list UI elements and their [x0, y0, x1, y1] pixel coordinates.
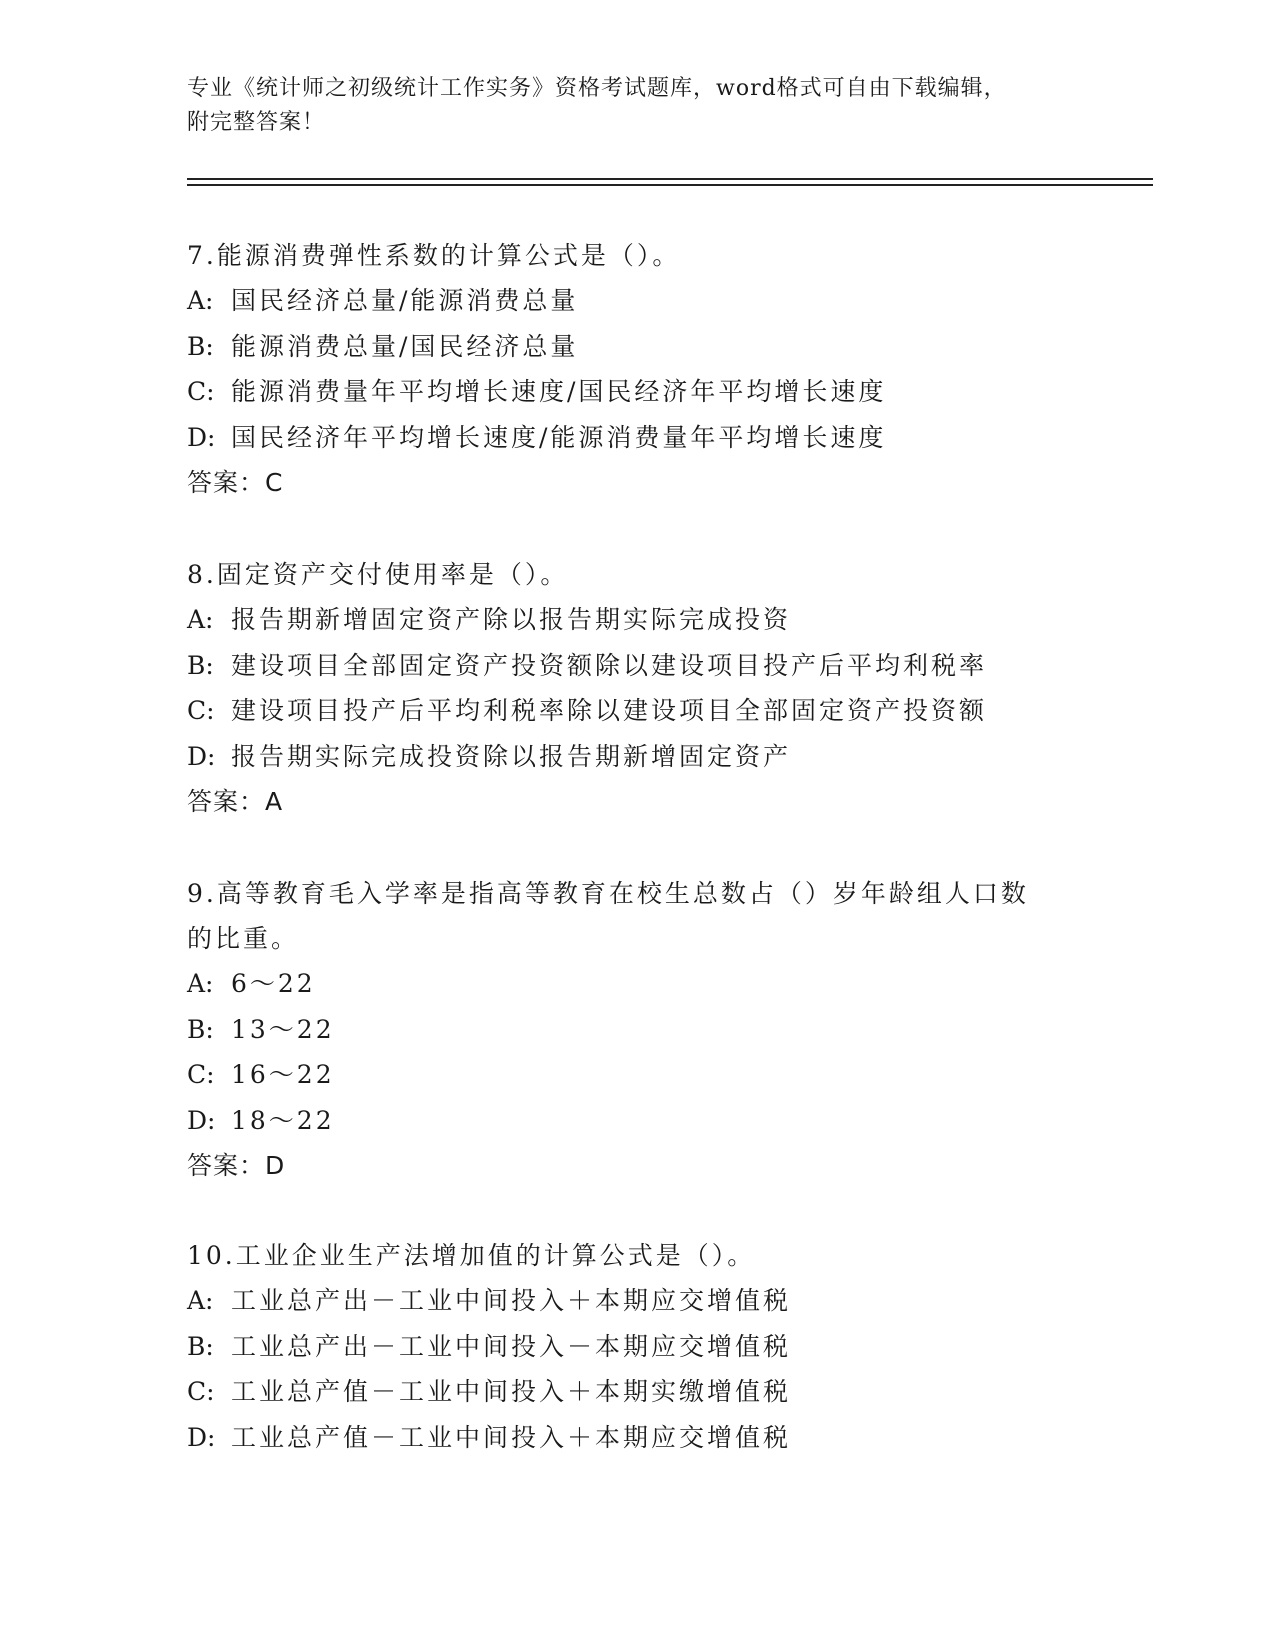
header-line-1: 专业《统计师之初级统计工作实务》资格考试题库，word格式可自由下载编辑， — [187, 76, 1007, 101]
question-8 — [187, 552, 1087, 824]
option-b — [187, 324, 1087, 370]
option-text: 工业总产值－工业中间投入＋本期应交增值税 — [231, 1422, 792, 1452]
option-key: D: — [187, 1422, 216, 1452]
option-key: C: — [187, 696, 215, 725]
option-text: 报告期新增固定资产除以报告期实际完成投资 — [231, 605, 792, 634]
option-text: 工业总产出－工业中间投入＋本期应交增值税 — [231, 1286, 792, 1315]
option-c — [187, 369, 1087, 415]
option-text: 工业总产出－工业中间投入－本期应交增值税 — [231, 1331, 792, 1361]
option-d — [187, 1415, 1087, 1461]
option-text: 建设项目全部固定资产投资额除以建设项目投产后平均利税率 — [231, 650, 988, 680]
option-key: A: — [187, 286, 214, 315]
option-text: 国民经济总量/能源消费总量 — [231, 286, 579, 315]
option-text: 13～22 — [231, 1014, 335, 1044]
option-text: 建设项目投产后平均利税率除以建设项目全部固定资产投资额 — [231, 696, 988, 725]
option-d — [187, 734, 1087, 780]
option-text: 工业总产值－工业中间投入＋本期实缴增值税 — [231, 1377, 792, 1406]
question-stem: 8.固定资产交付使用率是（）。 — [187, 560, 569, 589]
option-a — [187, 961, 1087, 1007]
header-divider-bottom — [187, 184, 1153, 186]
option-c — [187, 688, 1087, 734]
question-10 — [187, 1233, 1087, 1460]
option-key: D: — [187, 1105, 216, 1135]
option-c — [187, 1369, 1087, 1415]
option-text: 报告期实际完成投资除以报告期新增固定资产 — [231, 741, 792, 771]
option-d — [187, 415, 1087, 461]
question-7 — [187, 233, 1087, 505]
option-key: A: — [187, 605, 214, 634]
option-b — [187, 1007, 1087, 1053]
option-text: 6～22 — [231, 969, 316, 998]
option-text: 国民经济年平均增长速度/能源消费量年平均增长速度 — [231, 422, 887, 452]
option-key: D: — [187, 422, 216, 452]
option-b — [187, 643, 1087, 689]
option-key: C: — [187, 1377, 215, 1406]
option-a — [187, 597, 1087, 643]
header-line-2: 附完整答案！ — [187, 110, 326, 135]
question-stem: 7.能源消费弹性系数的计算公式是（）。 — [187, 241, 681, 270]
option-a — [187, 1278, 1087, 1324]
answer-label: 答案：D — [187, 1151, 286, 1180]
option-text: 能源消费量年平均增长速度/国民经济年平均增长速度 — [231, 377, 887, 406]
option-key: B: — [187, 1014, 214, 1044]
option-a — [187, 278, 1087, 324]
answer-label: 答案：C — [187, 468, 284, 497]
question-stem-line-1: 9.高等教育毛入学率是指高等教育在校生总数占（）岁年龄组人口数 — [187, 879, 1029, 908]
option-key: B: — [187, 1331, 214, 1361]
option-d — [187, 1098, 1087, 1144]
option-key: A: — [187, 1286, 214, 1315]
document-header — [187, 72, 1067, 140]
option-text: 能源消费总量/国民经济总量 — [231, 331, 579, 361]
question-stem-line-2: 的比重。 — [187, 924, 300, 953]
option-text: 16～22 — [231, 1060, 335, 1089]
option-key: B: — [187, 650, 214, 680]
option-key: A: — [187, 969, 214, 998]
option-b — [187, 1324, 1087, 1370]
header-divider-top — [187, 178, 1153, 180]
question-9 — [187, 871, 1087, 1188]
option-key: D: — [187, 741, 216, 771]
answer-label: 答案：A — [187, 787, 284, 816]
option-key: C: — [187, 1060, 215, 1089]
option-key: B: — [187, 331, 214, 361]
option-key: C: — [187, 377, 215, 406]
option-text: 18～22 — [231, 1105, 335, 1135]
question-stem: 10.工业企业生产法增加值的计算公式是（）。 — [187, 1241, 756, 1270]
option-c — [187, 1052, 1087, 1098]
